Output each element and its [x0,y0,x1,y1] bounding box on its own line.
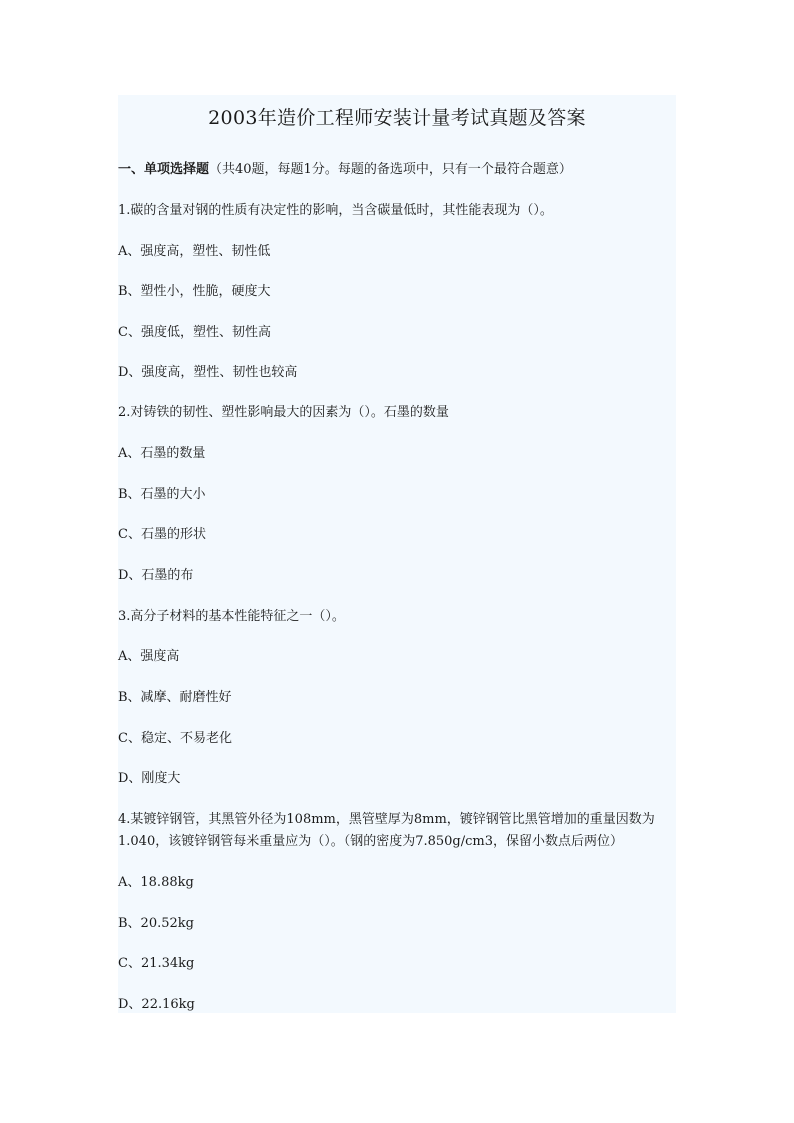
answer-option: A、强度高 [118,649,180,664]
answer-option: D、22.16kg [118,997,195,1012]
answer-option: B、20.52kg [118,916,194,931]
answer-option: C、强度低，塑性、韧性高 [118,325,271,340]
section-heading [118,160,572,180]
answer-option: A、强度高，塑性、韧性低 [118,244,271,259]
question-stem-continued: 1.040，该镀锌钢管每米重量应为（）。（钢的密度为7.850g/cm3，保留小数点后两位） [118,834,624,849]
question-stem: 1.碳的含量对钢的性质有决定性的影响，当含碳量低时，其性能表现为（）。 [118,203,553,218]
answer-option: D、石墨的布 [118,568,194,583]
answer-option: B、石墨的大小 [118,487,206,502]
section-heading-label: 一、单项选择题 [118,162,210,177]
page-title: 2003年造价工程师安装计量考试真题及答案 [208,107,586,129]
answer-option: D、强度高，塑性、韧性也较高 [118,365,298,380]
answer-option: B、塑性小，性脆，硬度大 [118,284,271,299]
answer-option: B、减摩、耐磨性好 [118,690,232,705]
answer-option: D、刚度大 [118,771,181,786]
answer-option: A、18.88kg [118,875,194,890]
answer-option: C、稳定、不易老化 [118,731,232,746]
section-heading-note: （共40题，每题1分。每题的备选项中，只有一个最符合题意） [209,162,572,177]
answer-option: A、石墨的数量 [118,446,206,461]
question-stem: 3.高分子材料的基本性能特征之一（）。 [118,609,345,624]
answer-option: C、石墨的形状 [118,527,206,542]
answer-option: C、21.34kg [118,956,195,971]
question-stem: 4.某镀锌钢管，其黑管外径为108mm，黑管壁厚为8mm，镀锌钢管比黑管增加的重量因数为 [118,812,655,827]
question-stem: 2.对铸铁的韧性、塑性影响最大的因素为（）。石墨的数量 [118,405,449,420]
content-panel [118,95,676,1013]
